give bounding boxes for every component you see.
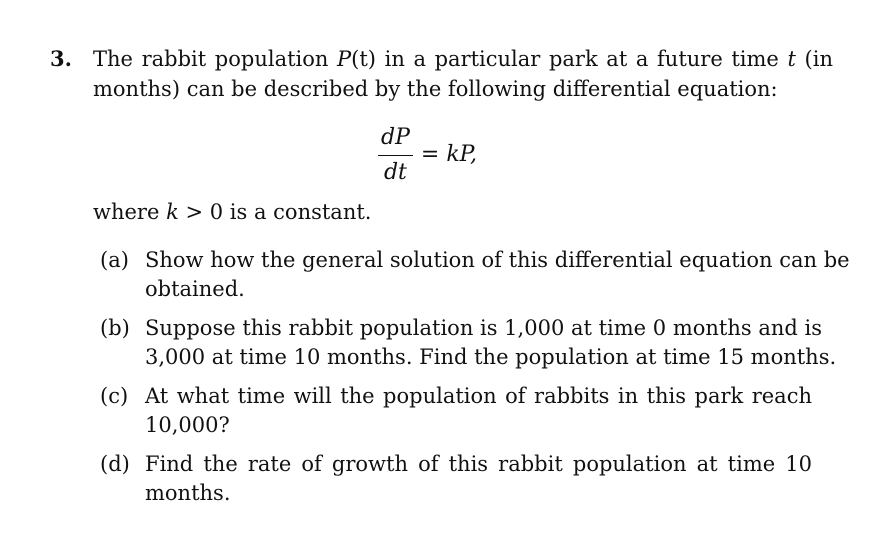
question-number: 3. xyxy=(50,46,72,71)
variable-t: t xyxy=(787,47,796,71)
where-text: > 0 is a constant. xyxy=(178,200,372,224)
where-text: where xyxy=(93,200,167,224)
where-clause xyxy=(93,197,371,227)
part-text xyxy=(145,314,837,372)
numerator: dP xyxy=(378,125,413,156)
part-label: (c) xyxy=(100,384,129,408)
part-text xyxy=(145,450,812,508)
intro-line-2: months) can be described by the following differential equation: xyxy=(93,77,778,101)
part-line: Show how the general solution of this differential equation can be xyxy=(145,248,850,272)
part-text xyxy=(145,382,812,440)
equation-rhs: = kP, xyxy=(420,142,477,167)
denominator: dt xyxy=(383,159,407,185)
variable-t-paren: (t) xyxy=(351,47,376,71)
part-label: (d) xyxy=(100,452,130,476)
intro-text: (in xyxy=(795,47,833,71)
part-label: (b) xyxy=(100,316,130,340)
part-line: 10,000? xyxy=(145,413,230,437)
part-line: Suppose this rabbit population is 1,000 at time 0 months and is xyxy=(145,316,822,340)
intro-text: in a particular park at a future time xyxy=(376,47,788,71)
problem-intro xyxy=(93,44,833,104)
part-line: Find the rate of growth of this rabbit population at time 10 xyxy=(145,452,812,476)
part-text xyxy=(145,246,850,304)
intro-line-1 xyxy=(93,44,833,74)
intro-text: The rabbit population xyxy=(93,47,338,71)
part-line: At what time will the population of rabbits in this park reach xyxy=(145,384,812,408)
part-line: 3,000 at time 10 months. Find the population at time 15 months. xyxy=(145,345,837,369)
part-line: months. xyxy=(145,481,231,505)
differential-equation xyxy=(378,120,477,190)
part-label: (a) xyxy=(100,248,129,272)
fraction xyxy=(378,125,413,186)
variable-k: k xyxy=(166,200,179,224)
variable-P: P xyxy=(337,47,352,71)
part-line: obtained. xyxy=(145,277,245,301)
